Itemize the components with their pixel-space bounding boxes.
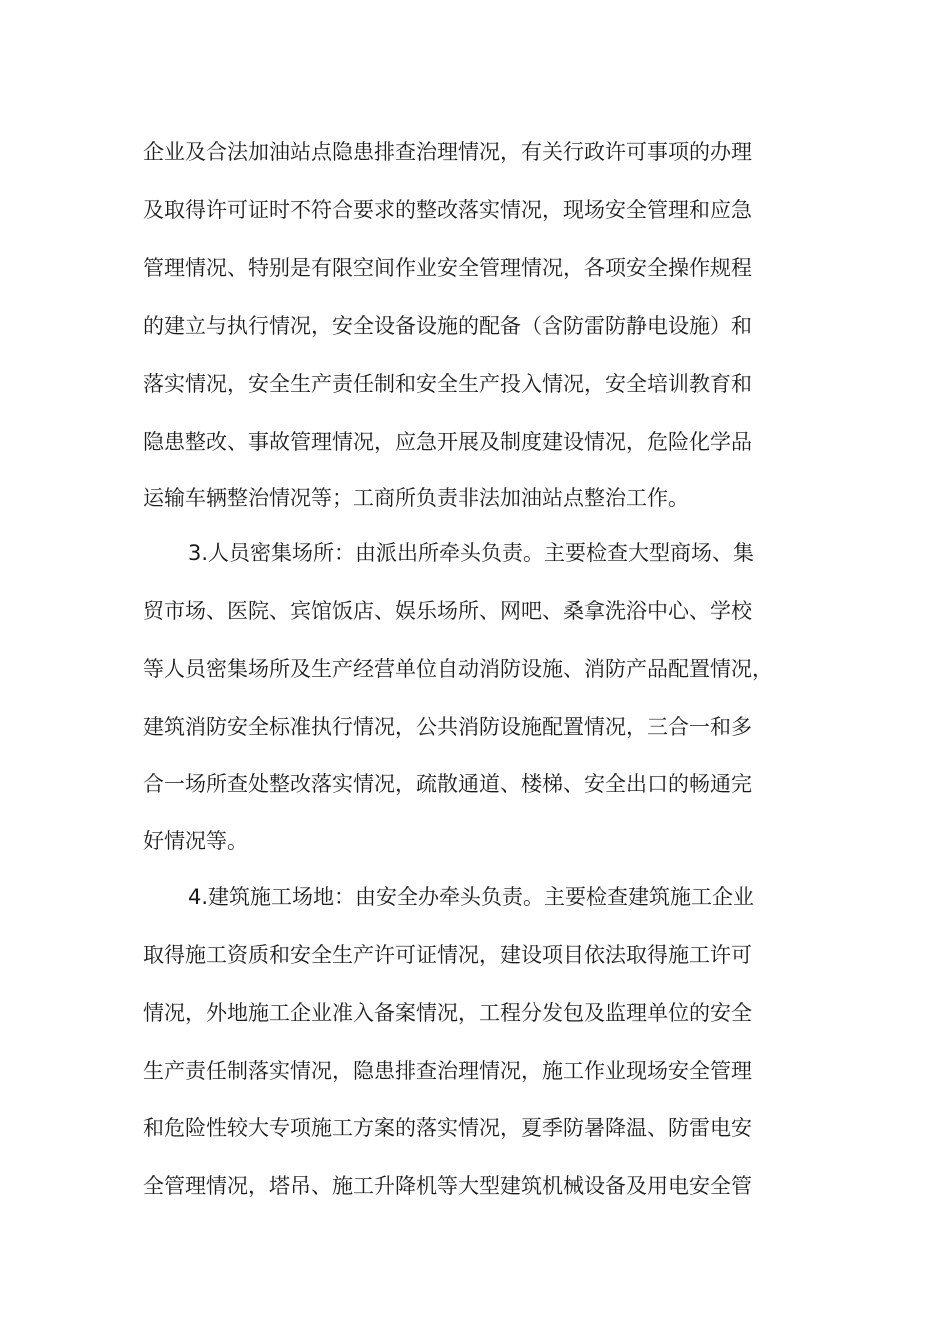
text-line: 落实情况，安全生产责任制和安全生产投入情况，安全培训教育和	[143, 372, 752, 396]
text-line: 管理情况、特别是有限空间作业安全管理情况，各项安全操作规程	[143, 256, 752, 280]
text-line: 全管理情况，塔吊、施工升降机等大型建筑机械设备及用电安全管	[143, 1174, 752, 1198]
text-line: 等人员密集场所及生产经营单位自动消防设施、消防产品配置情况，	[143, 657, 773, 681]
text-line: 好情况等。	[143, 829, 248, 853]
text-line: 建筑消防安全标准执行情况，公共消防设施配置情况，三合一和多	[143, 715, 752, 739]
text-line: 3.人员密集场所：由派出所牵头负责。主要检查大型商场、集	[188, 541, 755, 565]
text-line: 企业及合法加油站点隐患排查治理情况，有关行政许可事项的办理	[143, 140, 752, 164]
text-line: 及取得许可证时不符合要求的整改落实情况，现场安全管理和应急	[143, 198, 752, 222]
text-line: 的建立与执行情况，安全设备设施的配备（含防雷防静电设施）和	[143, 314, 752, 338]
text-line: 4.建筑施工场地：由安全办牵头负责。主要检查建筑施工企业	[188, 885, 755, 909]
text-line: 隐患整改、事故管理情况，应急开展及制度建设情况，危险化学品	[143, 430, 752, 454]
text-line: 情况，外地施工企业准入备案情况，工程分发包及监理单位的安全	[143, 1001, 752, 1025]
text-line: 贸市场、医院、宾馆饭店、娱乐场所、网吧、桑拿洗浴中心、学校	[143, 599, 752, 623]
text-line: 生产责任制落实情况，隐患排查治理情况，施工作业现场安全管理	[143, 1059, 752, 1083]
text-line: 和危险性较大专项施工方案的落实情况，夏季防暑降温、防雷电安	[143, 1116, 752, 1140]
text-line: 运输车辆整治情况等；工商所负责非法加油站点整治工作。	[143, 486, 689, 510]
text-line: 合一场所查处整改落实情况，疏散通道、楼梯、安全出口的畅通完	[143, 772, 752, 796]
text-line: 取得施工资质和安全生产许可证情况，建设项目依法取得施工许可	[143, 943, 752, 967]
